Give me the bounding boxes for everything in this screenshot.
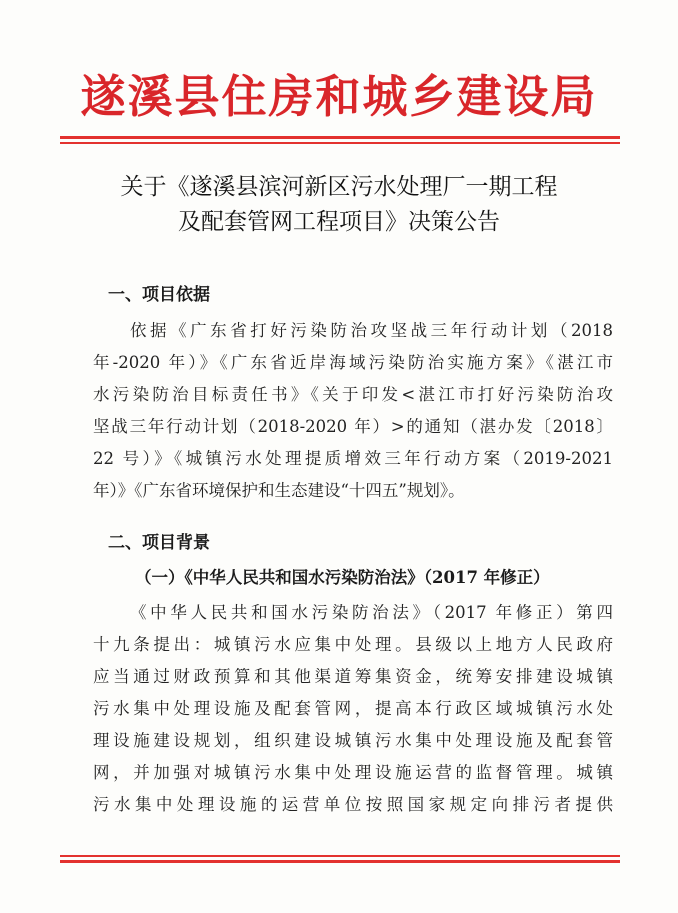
section-2-paragraph-line: 理设施建设规划，组织建设城镇污水集中处理设施及配套管 (93, 731, 613, 750)
document-title-line-2: 及配套管网工程项目》决策公告 (178, 209, 500, 235)
letterhead-agency-title: 遂溪县住房和城乡建设局 (80, 70, 598, 123)
footer-red-rule-thin (60, 855, 620, 857)
section-1-paragraph-line: 年）》《广东省环境保护和生态建设“十四五”规划》。 (93, 481, 465, 500)
section-1-paragraph-line: 水污染防治目标责任书》《关于印发<湛江市打好污染防治攻 (93, 385, 613, 404)
section-1-paragraph-line: 22 号）》《城镇污水处理提质增效三年行动方案（2019-2021 (93, 449, 613, 468)
section-2-paragraph-line: 十九条提出：城镇污水应集中处理。县级以上地方人民政府 (93, 635, 613, 654)
section-2-paragraph-line: 污水集中处理设施及配套管网，提高本行政区域城镇污水处 (93, 699, 613, 718)
section-2-paragraph-line: 应当通过财政预算和其他渠道筹集资金，统筹安排建设城镇 (93, 667, 613, 686)
section-2-paragraph-line: 网，并加强对城镇污水集中处理设施运营的监督管理。城镇 (93, 763, 613, 782)
footer-red-rule-thick (60, 860, 620, 863)
section-1-paragraph-line: 依据《广东省打好污染防治攻坚战三年行动计划（2018 (130, 321, 613, 340)
letterhead-red-rule-thin (60, 142, 620, 144)
section-1-heading: 一、项目依据 (108, 285, 210, 305)
document-title-line-1: 关于《遂溪县滨河新区污水处理厂一期工程 (120, 174, 558, 200)
section-2-paragraph-line: 《中华人民共和国水污染防治法》（2017 年修正）第四 (130, 603, 613, 622)
section-2-paragraph-line: 污水集中处理设施的运营单位按照国家规定向排污者提供 (93, 795, 613, 814)
section-2-subheading: （一）《中华人民共和国水污染防治法》（2017 年修正） (135, 568, 550, 587)
letterhead-red-rule-thick (60, 136, 620, 139)
section-2-heading: 二、项目背景 (108, 533, 210, 553)
section-1-paragraph-line: 坚战三年行动计划（2018-2020 年）>的通知（湛办发〔2018〕 (93, 417, 613, 436)
section-1-paragraph-line: 年-2020 年）》《广东省近岸海域污染防治实施方案》《湛江市 (93, 353, 613, 372)
